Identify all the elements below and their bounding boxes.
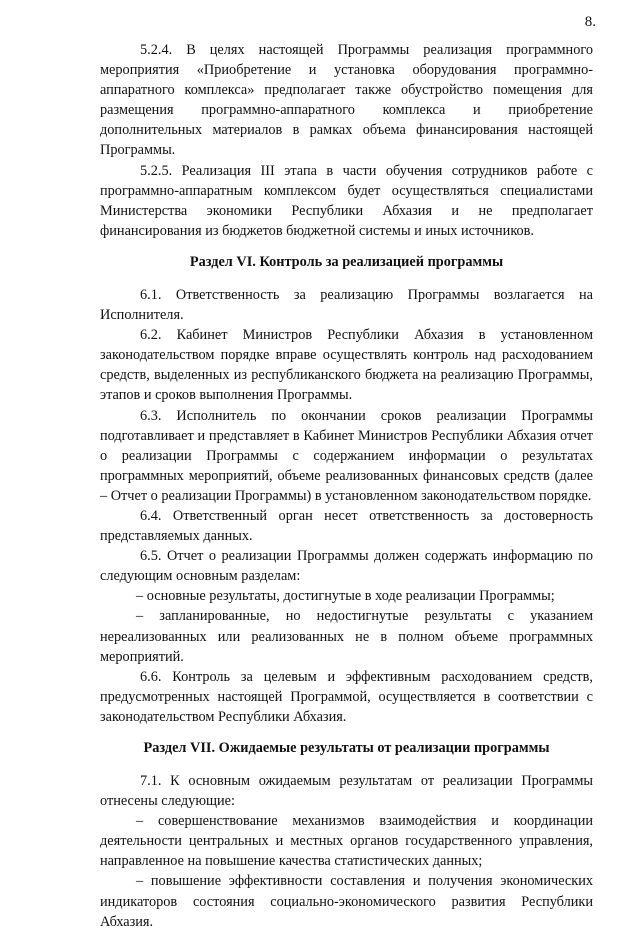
section-6-heading: Раздел VI. Контроль за реализацией программы — [189, 253, 504, 270]
paragraph-5-2-5: 5.2.5. Реализация III этапа в части обучения сотрудников работе с программно-аппаратным комплексом будет осуществляться специалистами Министерства экономики Республики Абхазия и не предполагает финансирования из бюджетов бюджетной системы и иных источников. — [100, 162, 593, 239]
paragraph-7-1: 7.1. К основным ожидаемым результатам от реализации Программы отнесены следующие: — [100, 773, 593, 810]
list-item-7-1-a: – совершенствование механизмов взаимодействия и координации деятельности центральных и местных органов государственного управления, направленное на повышение качества статистических данных; — [100, 813, 593, 870]
paragraph-6-1: 6.1. Ответственность за реализацию Программы возлагается на Исполнителя. — [100, 286, 593, 324]
page-number: 8. — [584, 14, 596, 30]
paragraph-6-4: 6.4. Ответственный орган несет ответственность за достоверность представляемых данных. — [100, 507, 593, 545]
paragraph-6-5: 6.5. Отчет о реализации Программы должен содержать информацию по следующим основным разделам: — [100, 548, 593, 585]
list-item-6-5-b: – запланированные, но недостигнутые результаты с указанием нереализованных или реализованных не в полном объеме программных мероприятий. — [100, 608, 593, 665]
list-item-7-1-b: – повышение эффективности составления и получения экономических индикаторов состояния социально-экономического развития Республики Абхазия. — [100, 873, 593, 930]
paragraph-6-2: 6.2. Кабинет Министров Республики Абхазия в установленном законодательством порядке вправе осуществлять контроль над расходованием средств, выделенных из республиканского бюджета на реализацию Программы, этапов и сроков выполнения Программы. — [100, 327, 593, 404]
paragraph-5-2-4: 5.2.4. В целях настоящей Программы реализация программного мероприятия «Приобретение и установка оборудования программно-аппаратного комплекса» предполагает также обустройство помещения для размещения программно-аппаратного комплекса и приобретение дополнительных материалов в рамках объема финансирования настоящей Программы. — [100, 42, 593, 159]
section-7-heading: Раздел VII. Ожидаемые результаты от реализации программы — [143, 740, 550, 756]
list-item-6-5-a: – основные результаты, достигнутые в ходе реализации Программы; — [136, 588, 555, 605]
paragraph-6-3: 6.3. Исполнитель по окончании сроков реализации Программы подготавливает и представляет в Кабинет Министров Республики Абхазия отчет о реализации Программы с содержанием информации о результатах программных мероприятий, объеме реализованных финансовых средств (далее – Отчет о реализации Программы) в установленном законодательством порядке. — [100, 407, 593, 504]
paragraph-6-6: 6.6. Контроль за целевым и эффективным расходованием средств, предусмотренных настоящей Программой, осуществляется в соответствии с законодательством Республики Абхазия. — [100, 668, 593, 725]
document-body — [100, 40, 593, 932]
